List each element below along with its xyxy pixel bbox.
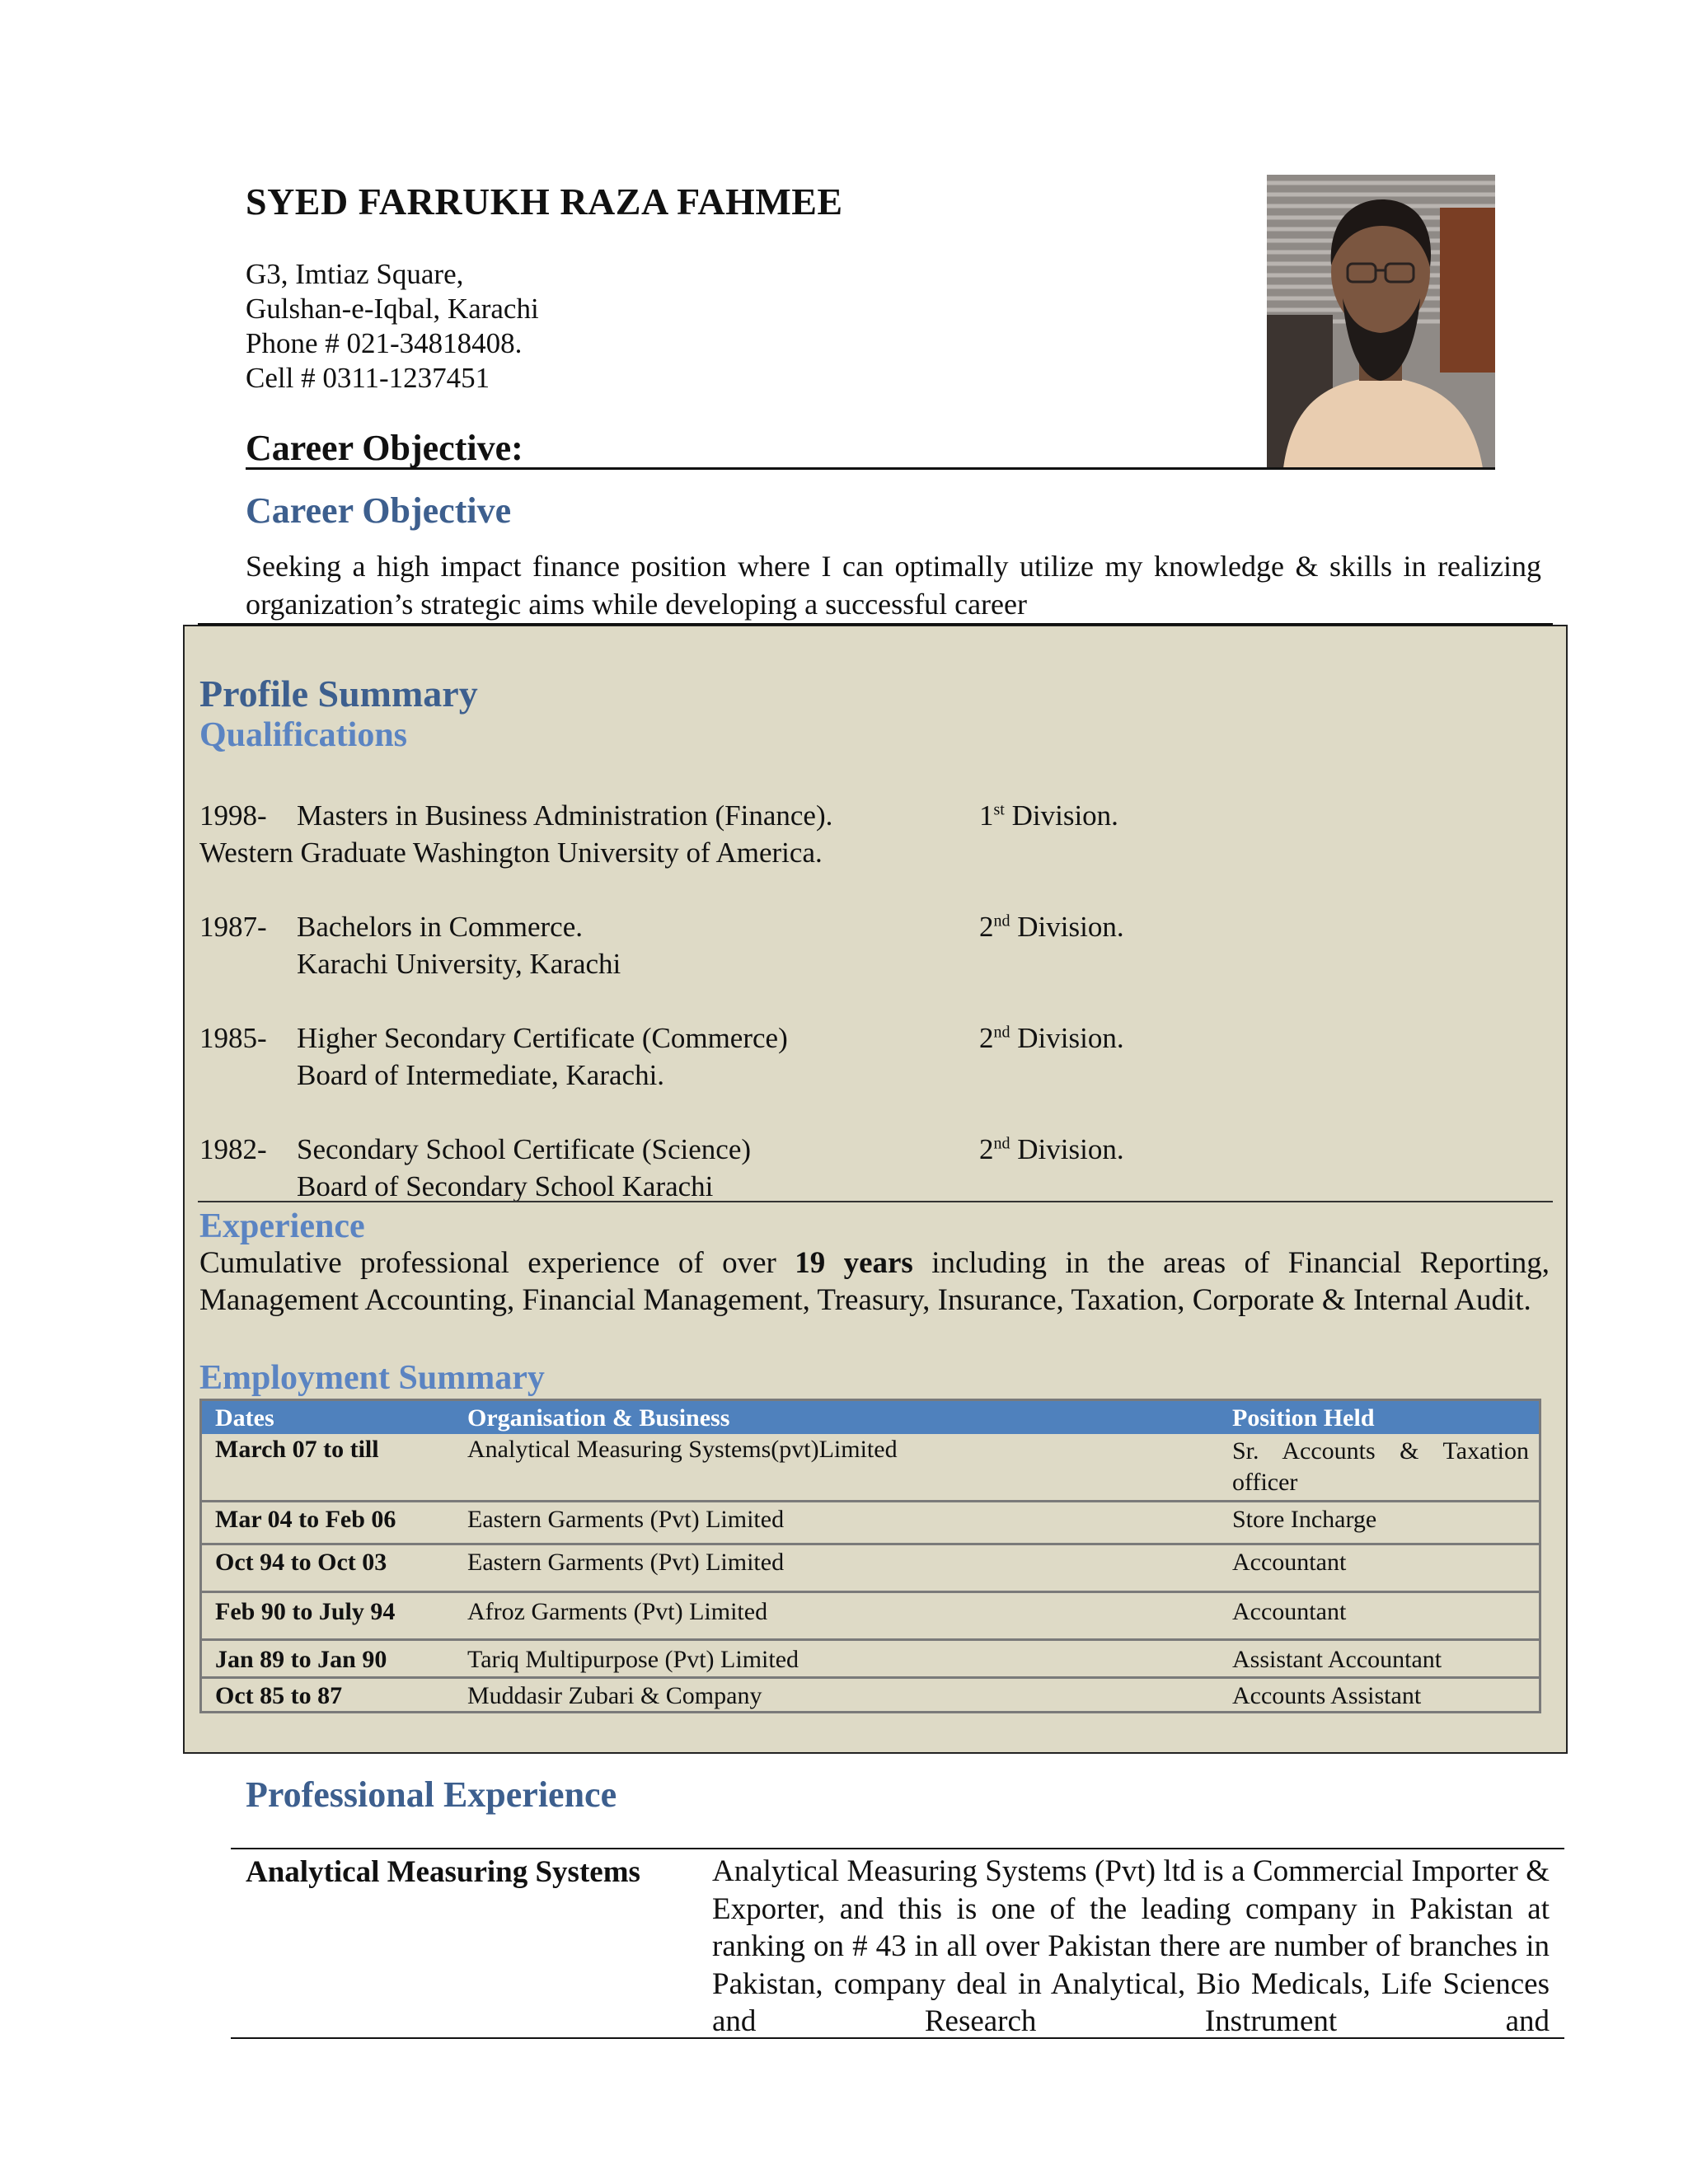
address-line-2: Gulshan-e-Iqbal, Karachi — [246, 293, 539, 325]
division-label: Division. — [1010, 1133, 1124, 1165]
experience-text-before: Cumulative professional experience of over — [199, 1246, 795, 1280]
qualification-institution: Board of Secondary School Karachi — [297, 1170, 714, 1202]
company-description: Analytical Measuring Systems (Pvt) ltd is a Commercial Importer & Exporter, and this is one of the leading company in Pakistan at ranking on # 43 in all over Pakistan there are number of branches in Pakistan, company deal in Analytical, Bio Medicals, Life Sciences and Research Instrument and — [712, 1854, 1550, 2037]
row-position: Accounts Assistant — [1232, 1682, 1422, 1709]
row-position: Assistant Accountant — [1232, 1646, 1442, 1673]
row-organisation: Tariq Multipurpose (Pvt) Limited — [467, 1646, 799, 1673]
qualification-institution: Board of Intermediate, Karachi. — [297, 1059, 665, 1091]
division-number: 2 — [979, 911, 994, 943]
header-dates: Dates — [215, 1404, 274, 1432]
row-dates: Oct 94 to Oct 03 — [215, 1549, 387, 1576]
career-objective-text: Seeking a high impact finance position where I can optimally utilize my knowledge & skills in realizing organization’s strategic aims while developing a successful career — [246, 550, 1541, 621]
employment-summary-title: Employment Summary — [199, 1359, 545, 1397]
address-line-1: G3, Imtiaz Square, — [246, 258, 464, 290]
profile-photo-image — [1267, 175, 1495, 468]
division-suffix: nd — [993, 1023, 1010, 1042]
employment-table-header — [202, 1401, 1539, 1434]
career-objective-heading: Career Objective: — [246, 428, 523, 468]
qualifications-title: Qualifications — [199, 716, 408, 754]
table-row — [202, 1500, 1539, 1543]
employment-table — [199, 1399, 1541, 1713]
table-row — [202, 1591, 1539, 1638]
qualification-year: 1987- — [199, 911, 267, 943]
division-number: 2 — [979, 1022, 994, 1054]
division-label: Division. — [1010, 1022, 1124, 1054]
row-dates: Mar 04 to Feb 06 — [215, 1506, 396, 1533]
professional-experience-rule-bottom — [231, 2037, 1564, 2039]
phone-line: Phone # 021-34818408. — [246, 327, 523, 359]
qualification-degree: Masters in Business Administration (Finance). — [297, 799, 833, 832]
qualification-year: 1998- — [199, 799, 267, 832]
career-objective-subheading: Career Objective — [246, 490, 512, 531]
qualification-degree: Secondary School Certificate (Science) — [297, 1133, 752, 1165]
row-organisation: Muddasir Zubari & Company — [467, 1682, 762, 1709]
profile-top-rule — [198, 623, 1553, 626]
profile-summary-title: Profile Summary — [199, 673, 478, 715]
row-dates: Oct 85 to 87 — [215, 1682, 343, 1709]
experience-text-after: including in the areas of Financial Reporting, Management Accounting, Financial Management, Treasury, Insurance, Taxation, Corporate & Internal Audit. — [199, 1246, 1550, 1317]
company-name: Analytical Measuring Systems — [246, 1855, 640, 1889]
qualification-institution: Karachi University, Karachi — [297, 948, 621, 980]
division-suffix: st — [993, 800, 1005, 819]
row-position: Store Incharge — [1232, 1506, 1377, 1533]
row-organisation: Eastern Garments (Pvt) Limited — [467, 1506, 785, 1533]
qualification-year: 1982- — [199, 1133, 267, 1165]
row-position: Accountant — [1232, 1598, 1347, 1625]
cell-line: Cell # 0311-1237451 — [246, 362, 490, 394]
division-number: 1 — [979, 799, 994, 832]
qualification-degree: Higher Secondary Certificate (Commerce) — [297, 1022, 788, 1054]
header-organisation: Organisation & Business — [467, 1404, 730, 1432]
division-suffix: nd — [993, 1134, 1010, 1153]
qualifications-rule — [198, 1201, 1553, 1202]
row-organisation: Eastern Garments (Pvt) Limited — [467, 1549, 785, 1576]
table-row — [202, 1543, 1539, 1591]
row-position: Sr. Accounts & Taxation officer — [1232, 1437, 1529, 1496]
experience-title: Experience — [199, 1207, 365, 1245]
table-row — [202, 1676, 1539, 1711]
division-number: 2 — [979, 1133, 994, 1165]
qualification-degree: Bachelors in Commerce. — [297, 911, 583, 943]
table-row — [202, 1638, 1539, 1676]
career-objective-rule — [246, 467, 1495, 470]
candidate-name: SYED FARRUKH RAZA FAHMEE — [246, 180, 843, 223]
header-position: Position Held — [1232, 1404, 1375, 1432]
profile-photo — [1267, 175, 1495, 468]
division-label: Division. — [1010, 911, 1124, 943]
qualification-division — [979, 1022, 1124, 1055]
row-dates: Jan 89 to Jan 90 — [215, 1646, 387, 1673]
qualification-year: 1985- — [199, 1022, 267, 1054]
table-row — [202, 1434, 1539, 1500]
row-dates: Feb 90 to July 94 — [215, 1598, 396, 1625]
experience-years: 19 years — [795, 1246, 913, 1280]
professional-experience-rule-top — [231, 1848, 1564, 1849]
division-suffix: nd — [993, 912, 1010, 930]
row-dates: March 07 to till — [215, 1436, 379, 1463]
qualification-division — [979, 1133, 1124, 1166]
experience-text — [199, 1244, 1550, 1319]
division-label: Division. — [1004, 799, 1118, 832]
qualification-institution: Western Graduate Washington University of America. — [199, 837, 823, 869]
row-position: Accountant — [1232, 1549, 1347, 1576]
row-organisation: Analytical Measuring Systems(pvt)Limited — [467, 1436, 898, 1463]
qualification-division — [979, 799, 1118, 832]
qualification-division — [979, 911, 1124, 944]
row-organisation: Afroz Garments (Pvt) Limited — [467, 1598, 768, 1625]
professional-experience-title: Professional Experience — [246, 1774, 617, 1815]
contact-address — [246, 257, 539, 396]
